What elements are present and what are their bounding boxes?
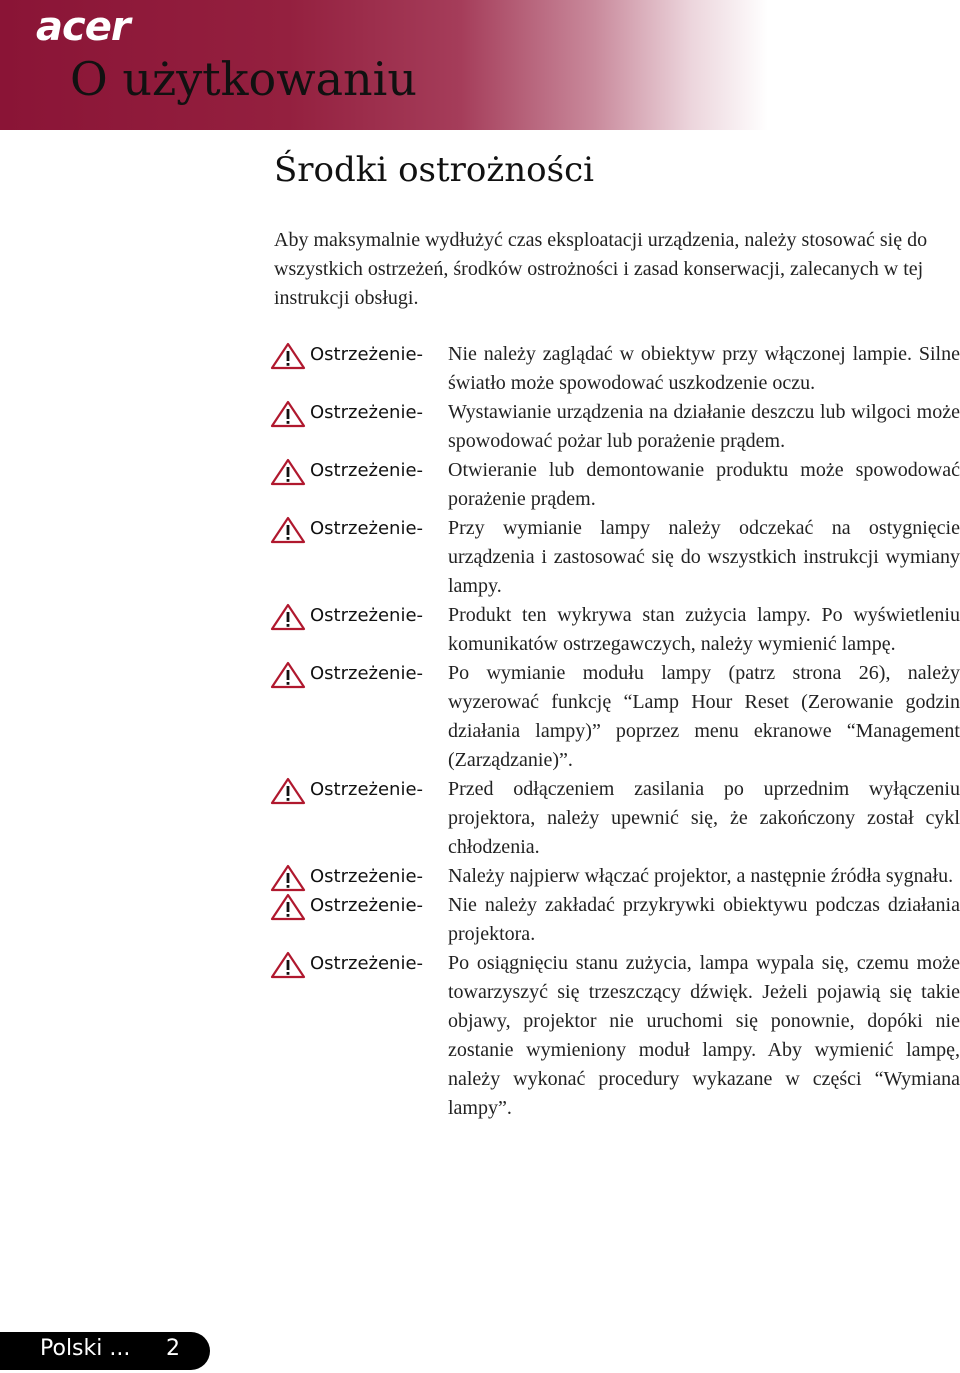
warning-label: Ostrzeżenie-: [310, 895, 424, 916]
warning-item: [270, 340, 960, 398]
warning-text: Przy wymianie lampy należy odczekać na ostygnięcie urządzenia i zastosować się do wszystkich instrukcji wymiany lampy.: [448, 517, 960, 597]
warning-text: Nie należy zaglądać w obiektyw przy włączonej lampie. Silne światło może spowodować uszkodzenie oczu.: [448, 343, 960, 394]
warning-text: Wystawianie urządzenia na działanie deszczu lub wilgoci może spowodować pożar lub porażenie prądem.: [448, 401, 960, 452]
warning-item: [270, 456, 960, 514]
warning-item: [270, 601, 960, 659]
warning-item: [270, 949, 960, 1123]
warning-label: Ostrzeżenie-: [310, 866, 424, 887]
acer-logo: acer: [36, 4, 130, 50]
warning-item: [270, 398, 960, 456]
warning-label: Ostrzeżenie-: [310, 402, 424, 423]
warning-item: [270, 891, 960, 949]
warning-list: [270, 340, 960, 1123]
warning-item: [270, 775, 960, 862]
warning-triangle-icon: [270, 777, 306, 805]
warning-text: Po osiągnięciu stanu zużycia, lampa wypala się, czemu może towarzyszyć się trzeszczący dźwięk. Jeżeli pojawią się takie objawy, projektor nie uruchomi się ponownie, dopóki nie zostanie wymieniony moduł lampy. Aby wymienić lampę, należy wykonać procedury wykazane w części “Wymiana lampy”.: [448, 952, 960, 1119]
warning-text: Należy najpierw włączać projektor, a następnie źródła sygnału.: [448, 865, 954, 887]
warning-label: Ostrzeżenie-: [310, 460, 424, 481]
warning-text: Otwieranie lub demontowanie produktu może spowodować porażenie prądem.: [448, 459, 960, 510]
warning-item: [270, 659, 960, 775]
warning-triangle-icon: [270, 400, 306, 428]
warning-triangle-icon: [270, 516, 306, 544]
footer-language: Polski ...: [40, 1336, 131, 1361]
section-heading: Środki ostrożności: [274, 150, 595, 190]
warning-text: Produkt ten wykrywa stan zużycia lampy. Po wyświetleniu komunikatów ostrzegawczych, należy wymienić lampę.: [448, 604, 960, 655]
warning-label: Ostrzeżenie-: [310, 779, 424, 800]
warning-text: Przed odłączeniem zasilania po uprzednim wyłączeniu projektora, należy upewnić się, że zakończony został cykl chłodzenia.: [448, 778, 960, 858]
warning-label: Ostrzeżenie-: [310, 605, 424, 626]
warning-triangle-icon: [270, 603, 306, 631]
warning-text: Po wymianie modułu lampy (patrz strona 26), należy wyzerować funkcję “Lamp Hour Reset (Zerowanie godzin działania lampy)” poprzez menu ekranowe “Management (Zarządzanie)”.: [448, 662, 960, 771]
page-number: 2: [166, 1336, 180, 1361]
warning-triangle-icon: [270, 893, 306, 921]
warning-triangle-icon: [270, 342, 306, 370]
intro-paragraph: Aby maksymalnie wydłużyć czas eksploatacji urządzenia, należy stosować się do wszystkich ostrzeżeń, środków ostrożności i zasad konserwacji, zalecanych w tej instrukcji obsługi.: [274, 229, 928, 309]
warning-text: Nie należy zakładać przykrywki obiektywu podczas działania projektora.: [448, 894, 960, 945]
warning-item: [270, 862, 960, 891]
warning-triangle-icon: [270, 661, 306, 689]
warning-label: Ostrzeżenie-: [310, 518, 424, 539]
page-title: O użytkowaniu: [70, 52, 417, 106]
warning-item: [270, 514, 960, 601]
warning-triangle-icon: [270, 864, 306, 892]
warning-triangle-icon: [270, 458, 306, 486]
warning-triangle-icon: [270, 951, 306, 979]
warning-label: Ostrzeżenie-: [310, 344, 424, 365]
warning-label: Ostrzeżenie-: [310, 953, 424, 974]
warning-label: Ostrzeżenie-: [310, 663, 424, 684]
